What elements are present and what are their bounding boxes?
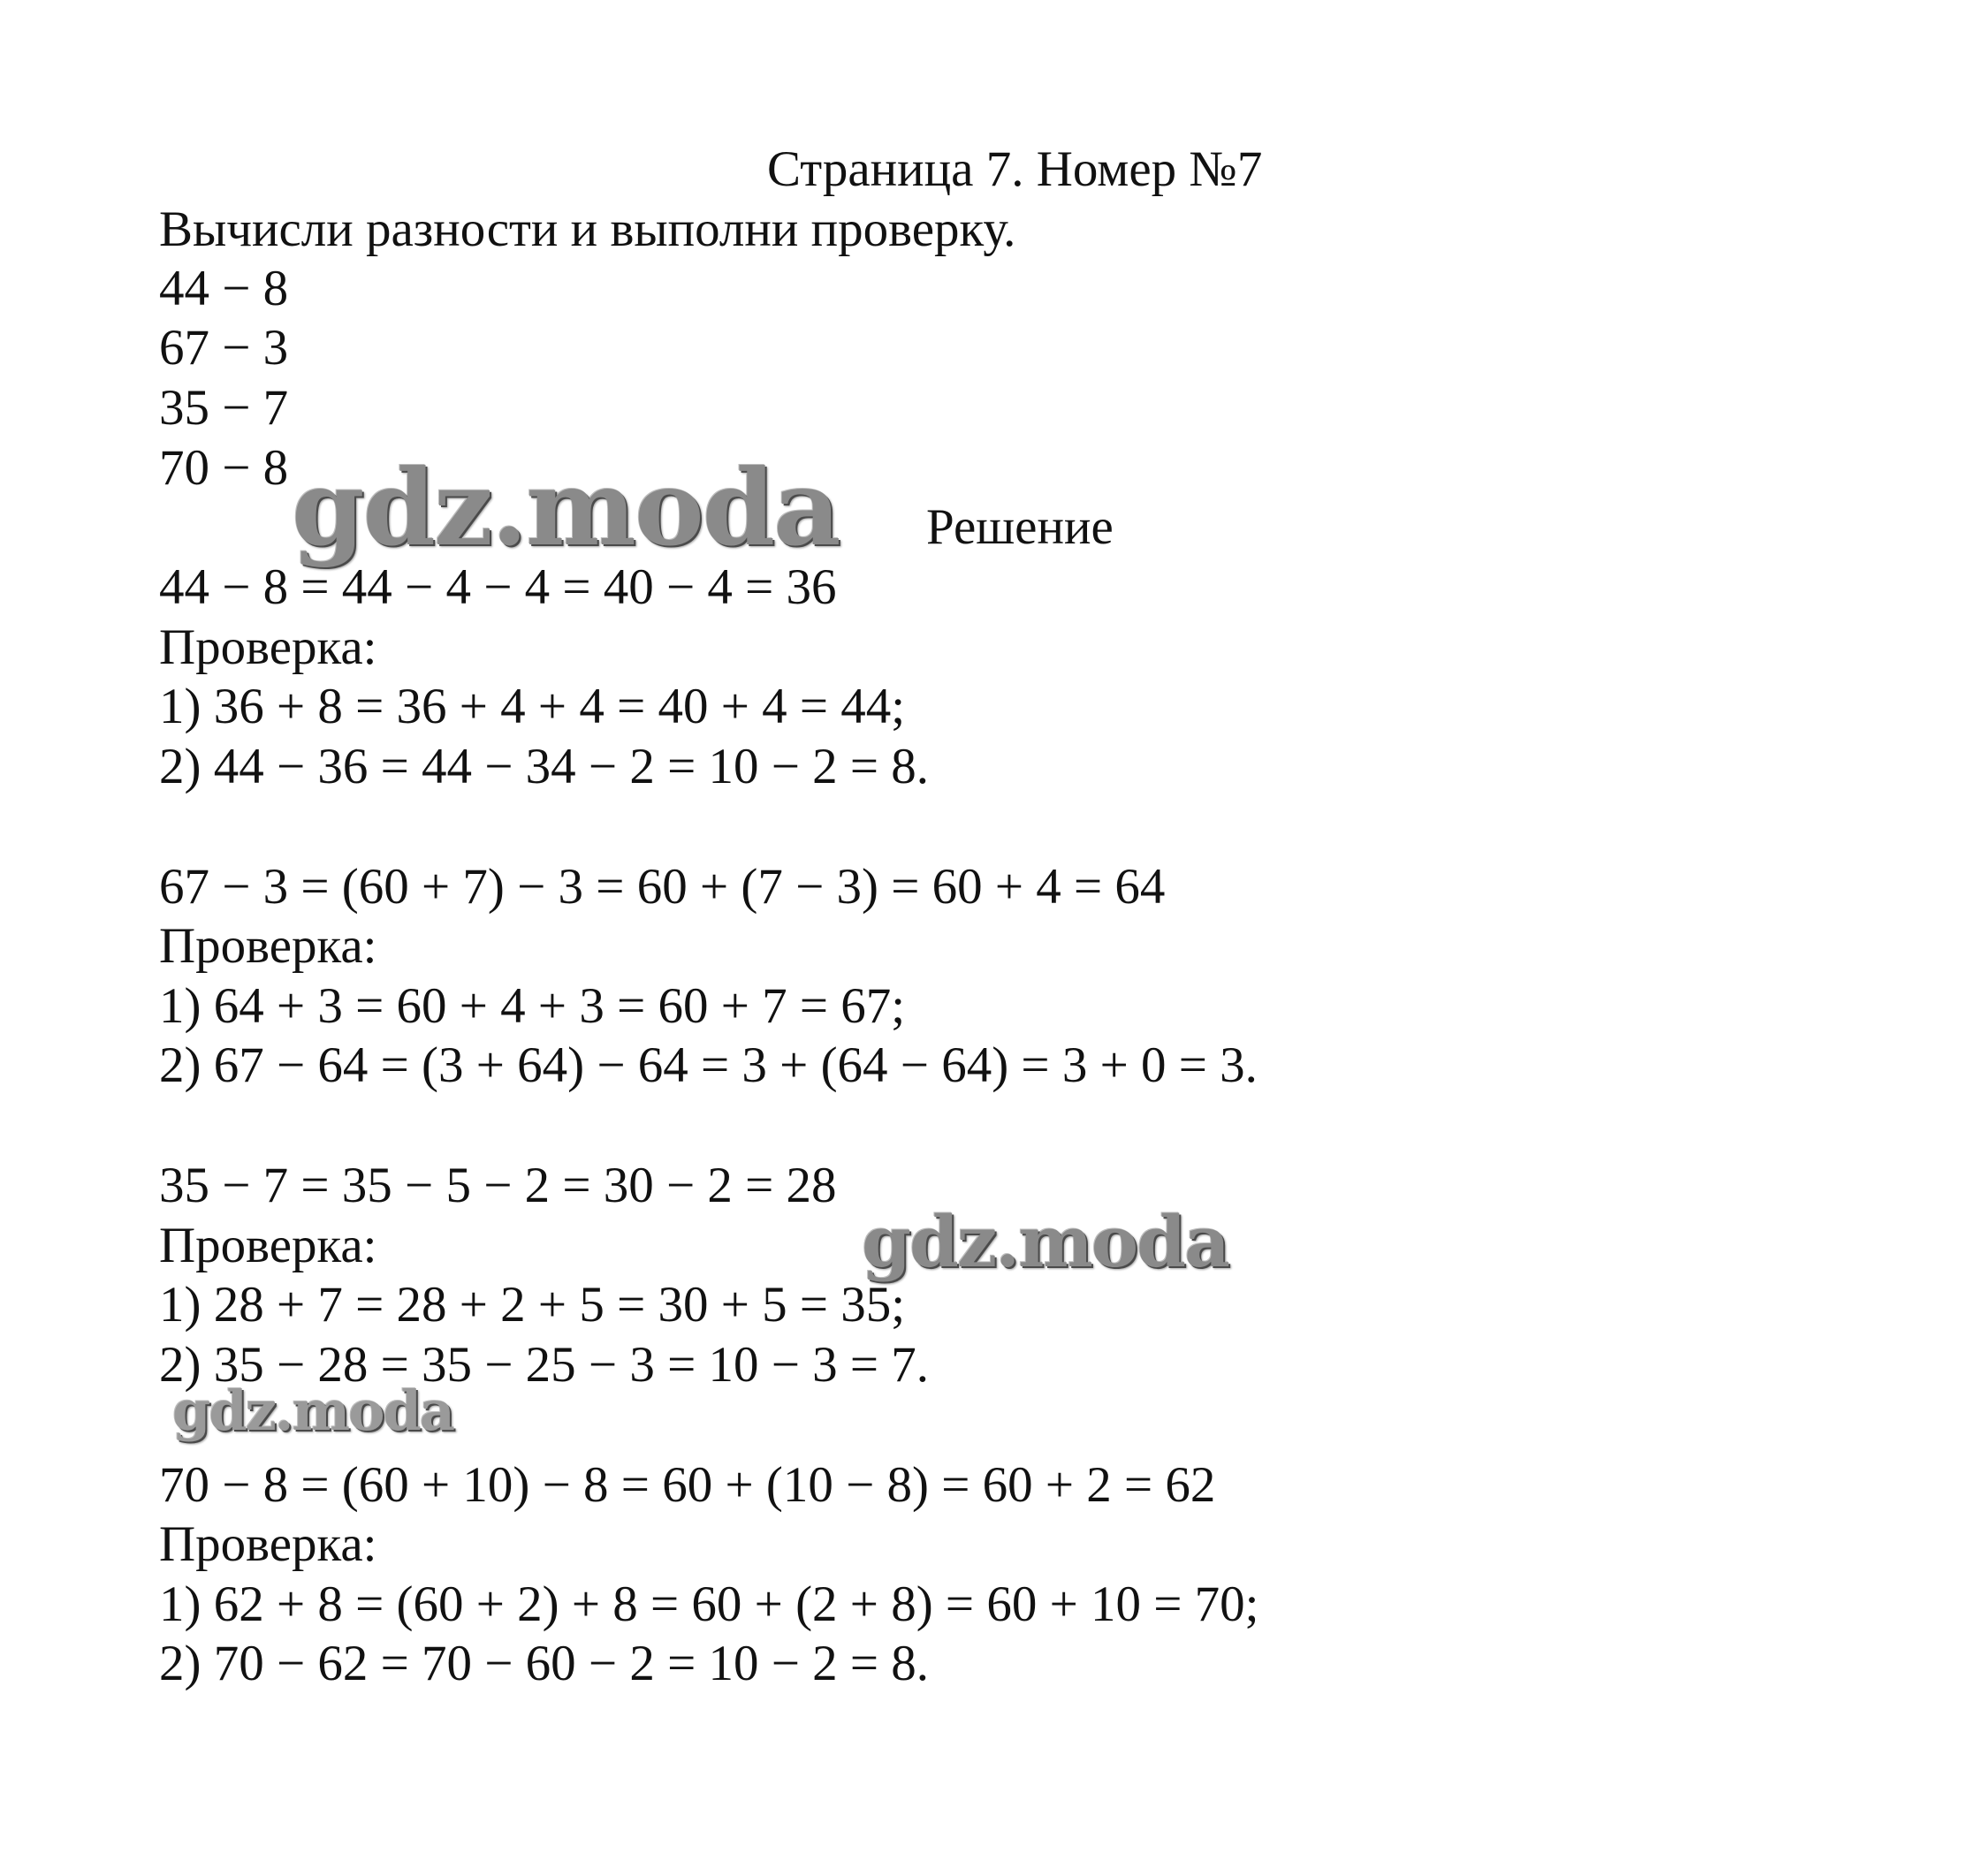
check-label: Проверка: [159, 918, 377, 974]
page-title: Страница 7. Номер №7 [767, 141, 1263, 197]
check-step-2: 2) 67 − 64 = (3 + 64) − 64 = 3 + (64 − 64) = 3 + 0 = 3. [159, 1037, 1258, 1093]
task-expression: 35 − 7 [159, 380, 289, 436]
check-step-1: 1) 36 + 8 = 36 + 4 + 4 = 40 + 4 = 44; [159, 679, 906, 734]
solution-main-line: 44 − 8 = 44 − 4 − 4 = 40 − 4 = 36 [159, 559, 837, 615]
solution-heading: Решение [926, 499, 1114, 555]
check-step-2: 2) 35 − 28 = 35 − 25 − 3 = 10 − 3 = 7. [159, 1337, 930, 1393]
solution-main-line: 67 − 3 = (60 + 7) − 3 = 60 + (7 − 3) = 60 + 4 = 64 [159, 859, 1166, 915]
watermark-logo: gdz.moda [862, 1200, 1228, 1283]
check-step-1: 1) 28 + 7 = 28 + 2 + 5 = 30 + 5 = 35; [159, 1277, 906, 1333]
check-label: Проверка: [159, 619, 377, 675]
task-expression: 70 − 8 [159, 440, 289, 496]
check-step-1: 1) 64 + 3 = 60 + 4 + 3 = 60 + 7 = 67; [159, 978, 906, 1034]
watermark-logo: gdz.moda [172, 1379, 453, 1443]
check-step-1: 1) 62 + 8 = (60 + 2) + 8 = 60 + (2 + 8) = 60 + 10 = 70; [159, 1576, 1259, 1632]
check-step-2: 2) 70 − 62 = 70 − 60 − 2 = 10 − 2 = 8. [159, 1636, 930, 1691]
task-expression: 44 − 8 [159, 261, 289, 316]
task-instruction: Вычисли разности и выполни проверку. [159, 201, 1016, 257]
task-expression: 67 − 3 [159, 320, 289, 376]
watermark-logo: gdz.moda [292, 446, 840, 569]
solution-main-line: 35 − 7 = 35 − 5 − 2 = 30 − 2 = 28 [159, 1158, 837, 1213]
check-label: Проверка: [159, 1218, 377, 1273]
solution-main-line: 70 − 8 = (60 + 10) − 8 = 60 + (10 − 8) = 60 + 2 = 62 [159, 1457, 1216, 1513]
check-label: Проверка: [159, 1516, 377, 1572]
check-step-2: 2) 44 − 36 = 44 − 34 − 2 = 10 − 2 = 8. [159, 739, 930, 794]
